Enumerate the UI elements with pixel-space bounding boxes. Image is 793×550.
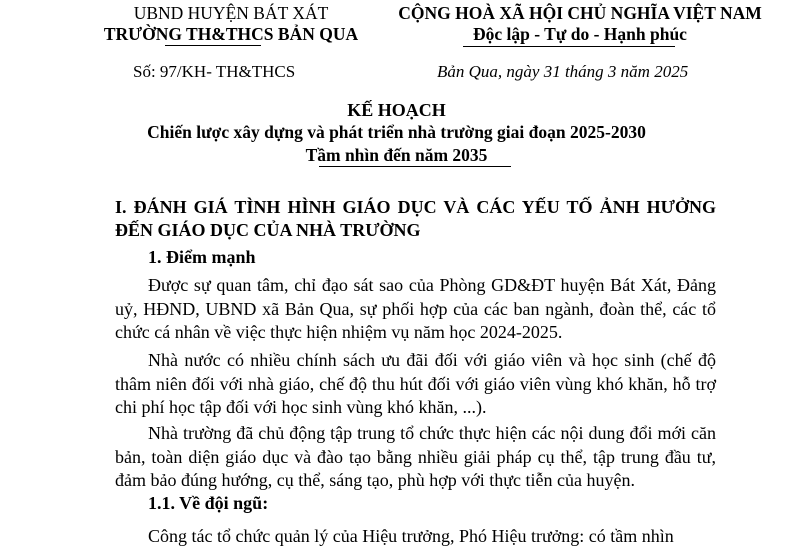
document-subtitle: Chiến lược xây dựng và phát triển nhà trường giai đoạn 2025-2030 (147, 122, 646, 142)
national-title: CỘNG HOÀ XÃ HỘI CHỦ NGHĨA VIỆT NAM (398, 3, 762, 23)
header-right-underline (463, 46, 675, 47)
issuing-authority: UBND HUYỆN BÁT XÁT (133, 3, 329, 23)
section-heading: I. ĐÁNH GIÁ TÌNH HÌNH GIÁO DỤC VÀ CÁC YẾU TỐ ẢNH HƯỞNG ĐẾN GIÁO DỤC CỦA NHÀ TRƯỜNG (115, 197, 716, 240)
document-subtitle-vision: Tầm nhìn đến năm 2035 (305, 145, 488, 165)
subsection-heading-strengths: 1. Điểm mạnh (148, 247, 256, 267)
subsection-heading-staff: 1.1. Về đội ngũ: (148, 493, 269, 513)
document-type-title: KẾ HOẠCH (347, 100, 446, 120)
paragraph: Nhà nước có nhiều chính sách ưu đãi đối với giáo viên và học sinh (chế độ thâm niên đối với nhà giáo, chế độ thu hút đối với giáo viên vùng khó khăn, hỗ trợ chi phí học tập đối với học sinh vùng khó khăn, ...). (115, 350, 716, 417)
paragraph: Công tác tổ chức quản lý của Hiệu trưởng, Phó Hiệu trưởng: có tầm nhìn (148, 526, 674, 546)
paragraph: Nhà trường đã chủ động tập trung tổ chức thực hiện các nội dung đổi mới căn bản, toàn diện giáo dục và đào tạo bằng nhiều giải pháp cụ thể, tập trung đầu tư, đảm bảo đúng hướng, cụ thể, sáng tạo, phù hợp với thực tiễn của huyện. (115, 423, 716, 490)
document-date: Bản Qua, ngày 31 tháng 3 năm 2025 (437, 62, 689, 81)
national-motto: Độc lập - Tự do - Hạnh phúc (473, 24, 687, 44)
school-name: TRƯỜNG TH&THCS BẢN QUA (103, 24, 359, 44)
title-underline (319, 166, 511, 167)
header-left-underline (165, 45, 261, 46)
paragraph: Được sự quan tâm, chỉ đạo sát sao của Phòng GD&ĐT huyện Bát Xát, Đảng uỷ, HĐND, UBND xã Bản Qua, sự phối hợp của các ban ngành, đoàn thể, các tổ chức cá nhân về việc thực hiện nhiệm vụ năm học 2024-2025. (115, 275, 716, 342)
document-number: Số: 97/KH- TH&THCS (133, 62, 296, 81)
